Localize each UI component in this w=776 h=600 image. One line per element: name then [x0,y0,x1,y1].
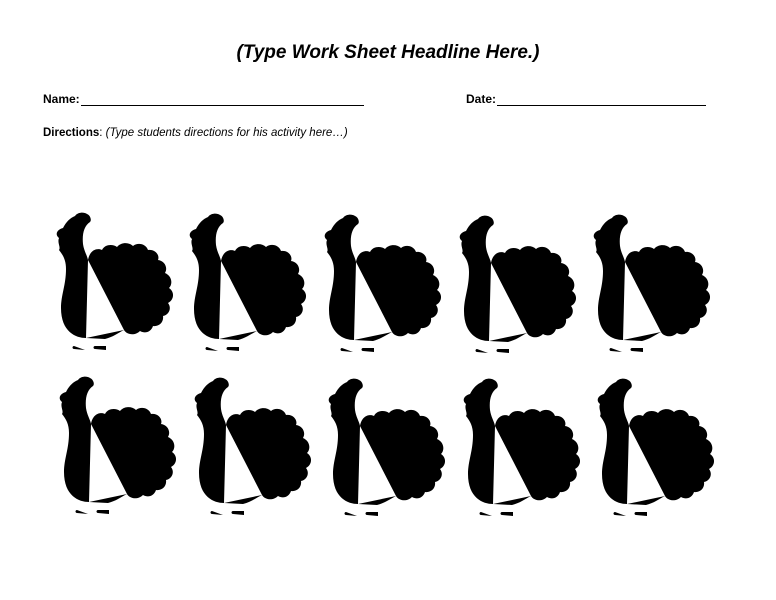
turkey-outline-icon [195,378,311,521]
turkey-outline-icon [60,377,176,520]
name-label: Name: [43,92,80,106]
turkey-outline-icon [598,379,714,522]
worksheet-headline: (Type Work Sheet Headline Here.) [236,42,540,63]
directions-separator: : [99,127,106,139]
turkey-outline-icon [190,214,306,357]
turkey-outline-icon [460,216,576,359]
directions-text: (Type students directions for his activity here…) [105,127,348,139]
directions-label: Directions [43,127,100,139]
turkey-outline-icon [329,379,445,522]
turkey-outline-icon [325,215,441,358]
turkey-outline-icon [594,215,710,358]
turkey-outline-icon [57,213,173,356]
date-label: Date: [466,92,497,106]
turkey-outline-icon [464,379,580,522]
